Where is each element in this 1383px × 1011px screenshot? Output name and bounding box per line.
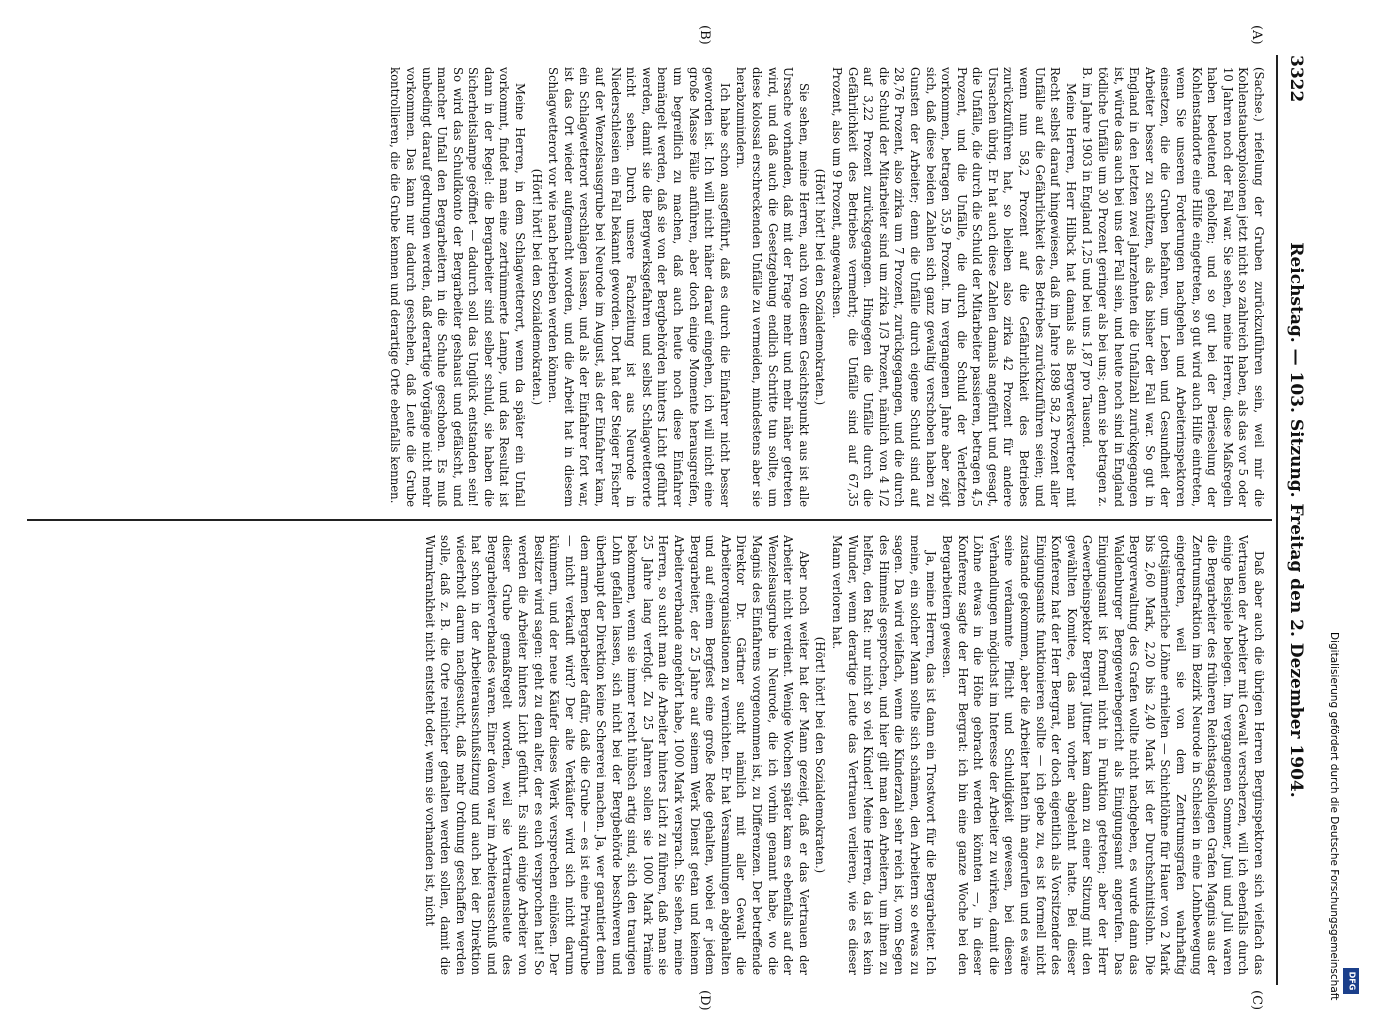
paragraph: Meine Herren, Herr Hilbck hat damals als Bergwerksvertreter mit Recht selbst darauf hingewiesen, daß im Jahre 1898 58,2 Prozent aller Unfälle auf die Gefährlichkeit des Betriebes zurückzuführen seien; und wenn nun 58,2 Prozent auf die Gefährlichkeit des Betriebes zurückzuführen hat, so bleiben also zirka 42 Prozent für andere Ursachen übrig. Er hat auch diese Zahlen damals angeführt und gesagt, die Unfälle, die durch die Schuld der Mitarbeiter passieren, betragen 4,5 Prozent, und die Unfälle, die durch die Schuld der Verletzten vorkommen, betragen 35,9 Prozent. Im vergangenen Jahre aber zeigt sich, daß diese beiden Zahlen sich ganz gewaltig verschoben haben zu Gunsten der Arbeiter; denn die Unfälle durch eigene Schuld sind auf 28,76 Prozent, also zirka um 7 Prozent, zurückgegangen, und die durch die Schuld der Mitarbeiter sind um zirka 1/3 Prozent, nämlich von 4 1/2 auf 3,22 Prozent zurückgegangen. Hingegen die Unfälle durch die Gefährlichkeit des Betriebes vermehrt; die Unfälle sind auf 67,35 Prozent, also um 9 Prozent, angewachsen. — [829, 67, 1078, 507]
page-title: Reichstag. — 103. Sitzung. Freitag den 2. Dezember 1904. — [1286, 242, 1306, 798]
paragraph: Sie sehen, meine Herren, auch von diesem Gesichtspunkt aus ist alle Ursache vorhanden, daß mit der Frage mehr und mehr näher getreten wird, und daß auch die Gesetzgebung endlich Schritte tun sollte, um diese kolossal erschreckenden Unfälle zu vermeiden, mindestens aber sie herabzumindern. — [734, 67, 811, 507]
margin-mark-c: (C) — [1249, 990, 1264, 1011]
paragraph: Meine Herren, in dem Schlagwetterort, wenn da später ein Unfall vorkommt, findet man eine zertrümmerte Lampe, und das Resultat ist dann in der Regel: die Bergarbeiter sind selber schuld, sie haben die Sicherheitslampe geöffnet — dadurch soll das Unglück entstanden sein! So wird das Schuldkonto der Bergarbeiter geshaust und gefälscht, und mancher Unfall den Bergarbeitern in die Schuhe geschoben. Es muß unbedingt darauf gedrungen werden, daß derartige Vorgänge nicht mehr vorkommen. Das kann nur dadurch geschehen, daß Leute die Grube kontrollieren, die die Grube kennen und derartige Orte ebenfalls kennen. — [388, 67, 528, 507]
paragraph: Ja, meine Herren, das ist dann ein Trostwort für die Bergarbeiter. Ich meine, ein solcher Mann sollte sich schämen, den Arbeitern so etwas zu sagen. Da wird vielfach, wenn die Kinderzahl sehr reich ist, vom Segen des Himmels gesprochen, und hier gilt man den Arbeitern, um ihnen zu helfen, den Rat: nur nicht so viel Kinder! Meine Herren, da ist es kein Wunder, wenn derartige Leute das Vertrauen verlieren, wie es dieser Mann verloren hat. — [829, 535, 938, 975]
document-page — [22, 25, 1312, 1011]
column-divider — [27, 519, 1272, 521]
credit-text: Digitalisierung gefördert durch die Deutsche Forschungsgemeinschaft — [1328, 632, 1340, 1001]
digitization-credit — [1328, 12, 1360, 1001]
right-column — [31, 535, 1266, 975]
interjection: (Hört! hört! bei den Sozialdemokraten.) — [813, 636, 828, 874]
interjection: (Hört! hört! bei den Sozialdemokraten.) — [529, 168, 544, 406]
page-header — [1276, 55, 1312, 985]
dfg-logo — [1343, 968, 1359, 994]
logo-text: DFG — [1347, 971, 1357, 991]
left-column — [31, 67, 1266, 507]
paragraph: Daß aber auch die übrigen Herren Berginspektoren sich vielfach das Vertrauen der Arbeiter mit Gewalt verscherzen, will ich ebenfalls durch einige Beispiele belegen. Im vergangenen Sommer, Juni und Juli waren die Bergarbeiter des früheren Reichstagskollegen Grafen Magnis aus der Zentrumsfraktion im Bezirk Neurode in Schlesien in eine Lohnbewegung eingetreten, weil sie von dem Zentrumsgrafen wahrhaftig gottsjämmerliche Löhne erhielten — Schichtlöhne für Hauer von 2 Mark bis 2,60 Mark, 2,20 bis 2,40 Mark ist der Durchschnittslohn. Die Bergverwaltung des Grafen wollte nicht nachgeben, es wurde dann das Waldenburger Berggewerbegericht als Einigungsamt angerufen. Das Einigungsamt ist formell nicht in Funktion getreten; aber der Herr Gewerbeinspektor Bergrat Jüttner kam dann zu einer Sitzung mit den gewählten Komitee, das man vorher abgelehnt hatte. Bei dieser Konferenz hat der Herr Bergrat, der doch eigentlich als Vorsitzender des Einigungsamts funktionieren sollte — ich gebe zu, es ist formell nicht zustande gekommen, aber die Arbeiter hatten ihn angerufen und es wäre seine verdammte Pflicht und Schuldigkeit gewesen, bei diesen Verhandlungen möglichst im Interesse der Arbeiter zu wirken, damit die Löhne etwas in die Höhe gebracht werden könnten —, in dieser Konferenz sagte der Herr Bergrat: ich bin eine ganze Woche bei den Bergarbeitern gewesen. — [940, 535, 1266, 975]
page-number: 3322 — [1286, 55, 1306, 103]
paragraph: Aber noch weiter hat der Mann gezeigt, daß er das Vertrauen der Arbeiter nicht verdient. Wenige Wochen später kam es ebenfalls auf der Wenzelsausgrube in Neurode, die ich vorhin genannt habe, wo die Magnis des Einfahrens vorgenommen ist, zu Differenzen. Der betreffende Direktor Dr. Gärtner sucht nämlich mit aller Gewalt die Arbeiterorganisationen zu vernichten. Er hat Versammlungen abgehalten und auf einem Bergfest eine große Rede gehalten, wobei er jedem Bergarbeiter, der 25 Jahre auf seinem Werk Dienst getan und keinem Arbeiterverbande angehört habe, 1000 Mark versprach. Sie sehen, meine Herren, so sucht man die Arbeiter hinters Licht zu führen, daß man sie 25 Jahre lang verfolgt. Zu 25 Jahren sollen sie 1000 Mark Prämie bekommen, wenn sie immer recht hübsch artig sind, sich den traurigen Lohn gefallen lassen, sich nicht bei der Bergbehörde beschweren und überhaupt der Direktion keine Schererei machen. Ja, wer garantiert denn dem armen Bergarbeiter dafür, daß die Grube — es ist eine Privatgrube — nicht verkauft wird? Der alte Verkäufer wird sich nicht darum kümmern, und der neue Käufer dieses Werk versprechen einlösen. Der Besitzer wird sagen: geht zu dem alter, der es euch versprochen hat! So werden die Arbeiter hinters Licht geführt. Es sind einige Arbeiter von dieser Grube gemaßregelt worden, weil sie Vertrauensleute des Bergarbeiterverbandes waren. Einer davon war im Arbeiterausschuß und hat schon in der Arbeiterausschußsitzung und auch bei der Direktion wiederholt darum nachgesucht, daß mehr Ordnung geschaffen werden solle, daß z. B. die Orte reinlicher gehalten werden sollen, damit die Wurmkrankheit nicht entsteht oder, wenn sie vorhanden ist, nicht — [422, 535, 811, 975]
margin-mark-b: (B) — [697, 25, 712, 45]
interjection: (Hört! hört! bei den Sozialdemokraten.) — [813, 168, 828, 406]
margin-mark-a: (A) — [1249, 25, 1264, 45]
paragraph: Ich habe schon ausgeführt, daß es durch die Einfahrer nicht besser geworden ist. Ich will nicht näher darauf eingehen, ich will nicht eine große Masse Fälle anführen, aber doch einige Momente herausgreifen, um begreiflich zu machen, daß auch heute noch diese Einfahrer bemängelt werden, daß sie von der Bergbehörden hinters Licht geführt werden, damit sie die Bergwerksgefahren und selbst Schlagwetterorte nicht sehen. Durch unsere Fachzeitung ist aus Neurode in Niederschlesien ein Fall bekannt geworden. Dort hat der Steiger Fischer auf der Wenzelsausgrube bei Neurode im August, als der Einfahrer kam, ein Schlagwetterort verschlagen lassen, und als der Einfahrer fort war, ist das Ort wieder aufgemacht worden, und die Arbeit hat in diesem Schlagwetterort vor wie nach betrieben werden können. — [546, 67, 732, 507]
margin-mark-d: (D) — [697, 990, 712, 1011]
paragraph: (Sachse.) riefelung der Gruben zurückzuführen sein, weil mir die Kohlenstaubexplosionen jetzt nicht so zahlreich haben, als das vor 5 oder 10 Jahren noch der Fall war. Sie sehen, meine Herren, diese Maßregeln haben bedeutend geholfen; und so gut bei der Berieselung der Kohlenstandorte eine Hilfe eingetreten, so gut wird auch Hilfe eintreten, wenn Sie unseren Forderungen nachgehen und Arbeiterinspektoren einsetzen, die die Gruben befahren, um Leben und Gesundheit der Arbeiter besser zu schützen, als das bisher der Fall war. So gut in England in den letzten zwei Jahrzehnten die Unfallzahl zurückgegangen ist, würde das auch bei uns der Fall sein, und heute noch sind in England tödliche Unfälle um 30 Prozent geringer als bei uns; denn sie betragen z. B. im Jahre 1903 in England 1,25 und bei uns 1,87 pro Tausend. — [1080, 67, 1266, 507]
